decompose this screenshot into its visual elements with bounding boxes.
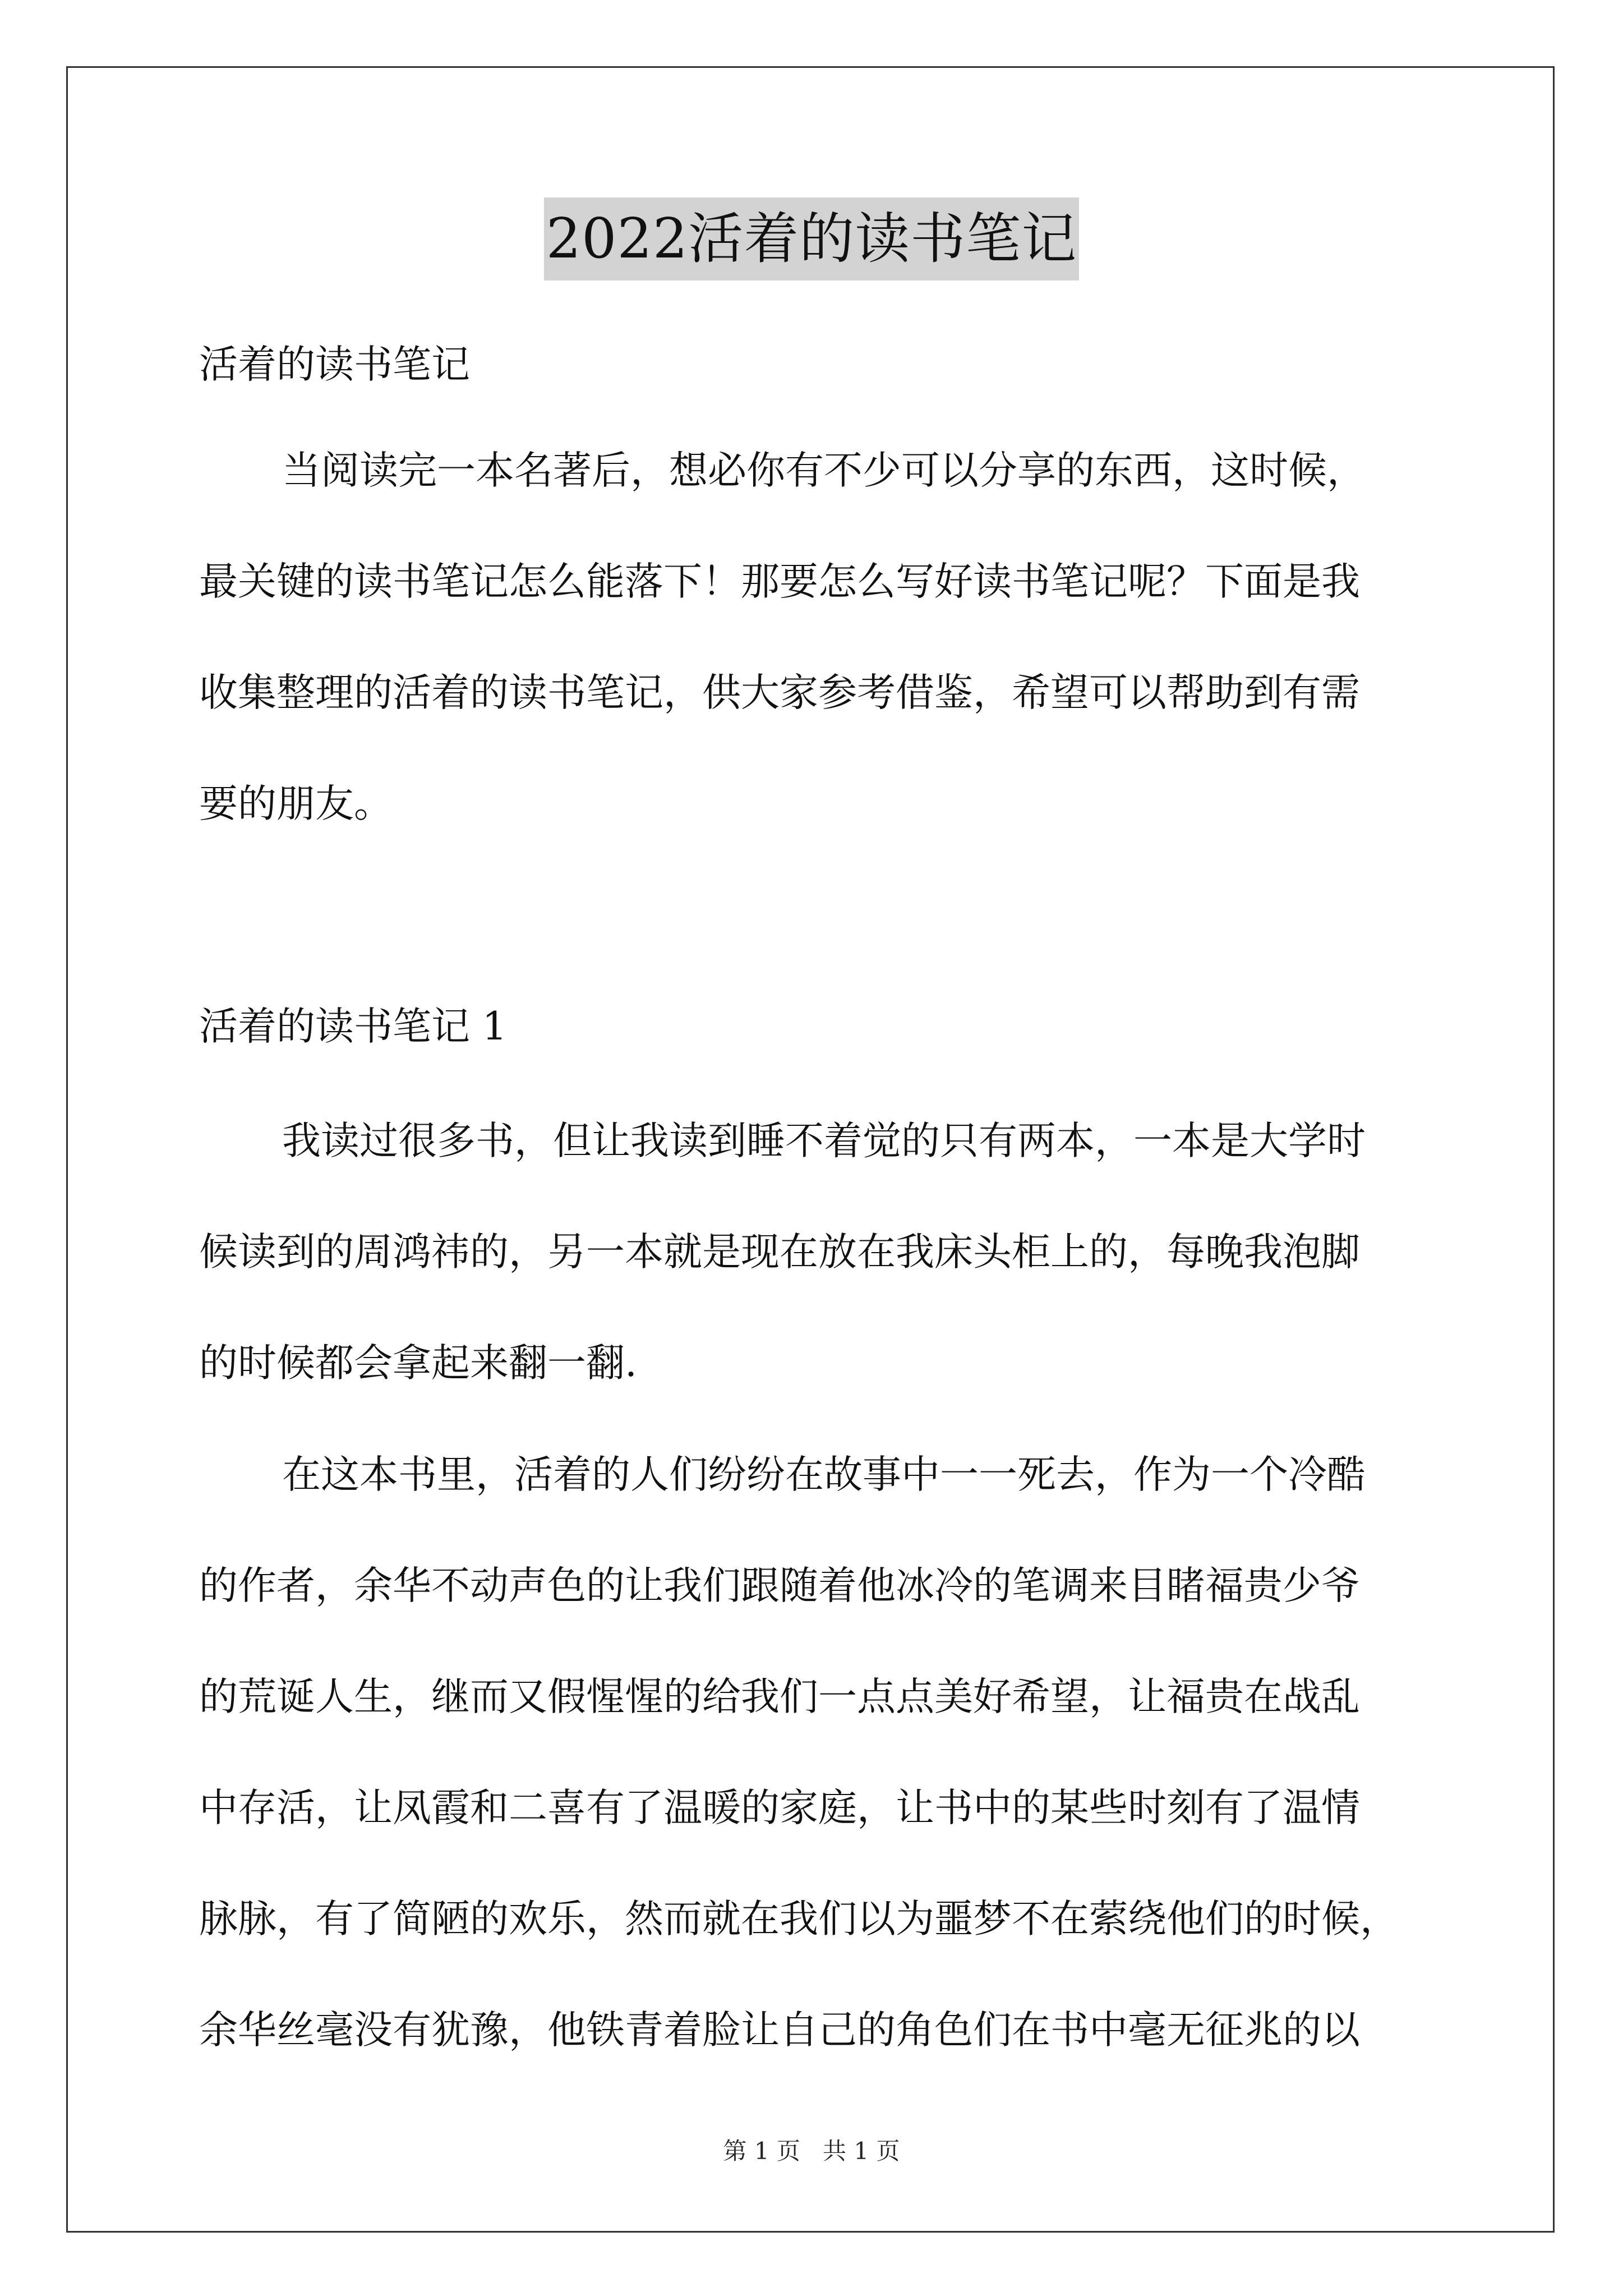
paragraph-line: 当阅读完一本名著后，想必你有不少可以分享的东西，这时候， <box>282 448 1366 493</box>
section-heading: 活着的读书笔记 <box>199 342 470 387</box>
paragraph-1 <box>199 1085 1436 1419</box>
section-1 <box>199 999 1436 1055</box>
paragraph-line: 的作者，余华不动声色的让我们跟随着他冰冷的笔调来目睹福贵少爷 <box>199 1563 1360 1608</box>
document-title: 2022活着的读书笔记 <box>544 197 1079 280</box>
paragraph-line: 中存活，让凤霞和二喜有了温暖的家庭，让书中的某些时刻有了温情 <box>199 1786 1360 1830</box>
paragraph-line: 在这本书里，活着的人们纷纷在故事中一一死去，作为一个冷酷 <box>282 1452 1366 1497</box>
paragraph-2 <box>199 1419 1436 2086</box>
paragraph-line: 余华丝毫没有犹豫，他铁青着脸让自己的角色们在书中毫无征兆的以 <box>199 2008 1360 2053</box>
paragraph-line: 的时候都会拿起来翻一翻. <box>199 1341 637 1386</box>
section-heading: 活着的读书笔记 1 <box>199 1004 507 1049</box>
page-footer: 第 1 页 共 1 页 <box>723 2137 900 2165</box>
paragraph-line: 脉脉，有了简陋的欢乐，然而就在我们以为噩梦不在萦绕他们的时候， <box>199 1897 1399 1941</box>
paragraph-line: 收集整理的活着的读书笔记，供大家参考借鉴，希望可以帮助到有需 <box>199 670 1360 715</box>
section-intro <box>199 337 1436 393</box>
paragraph-line: 最关键的读书笔记怎么能落下！那要怎么写好读书笔记呢？下面是我 <box>199 559 1360 604</box>
paragraph-line: 候读到的周鸿祎的，另一本就是现在放在我床头柜上的，每晚我泡脚 <box>199 1230 1360 1274</box>
paragraph-line: 的荒诞人生，继而又假惺惺的给我们一点点美好希望，让福贵在战乱 <box>199 1674 1360 1719</box>
title-container <box>0 197 1623 280</box>
paragraph-line: 要的朋友。 <box>199 781 393 826</box>
paragraph-intro <box>199 415 1436 859</box>
paragraph-line: 我读过很多书，但让我读到睡不着觉的只有两本，一本是大学时 <box>282 1119 1366 1163</box>
